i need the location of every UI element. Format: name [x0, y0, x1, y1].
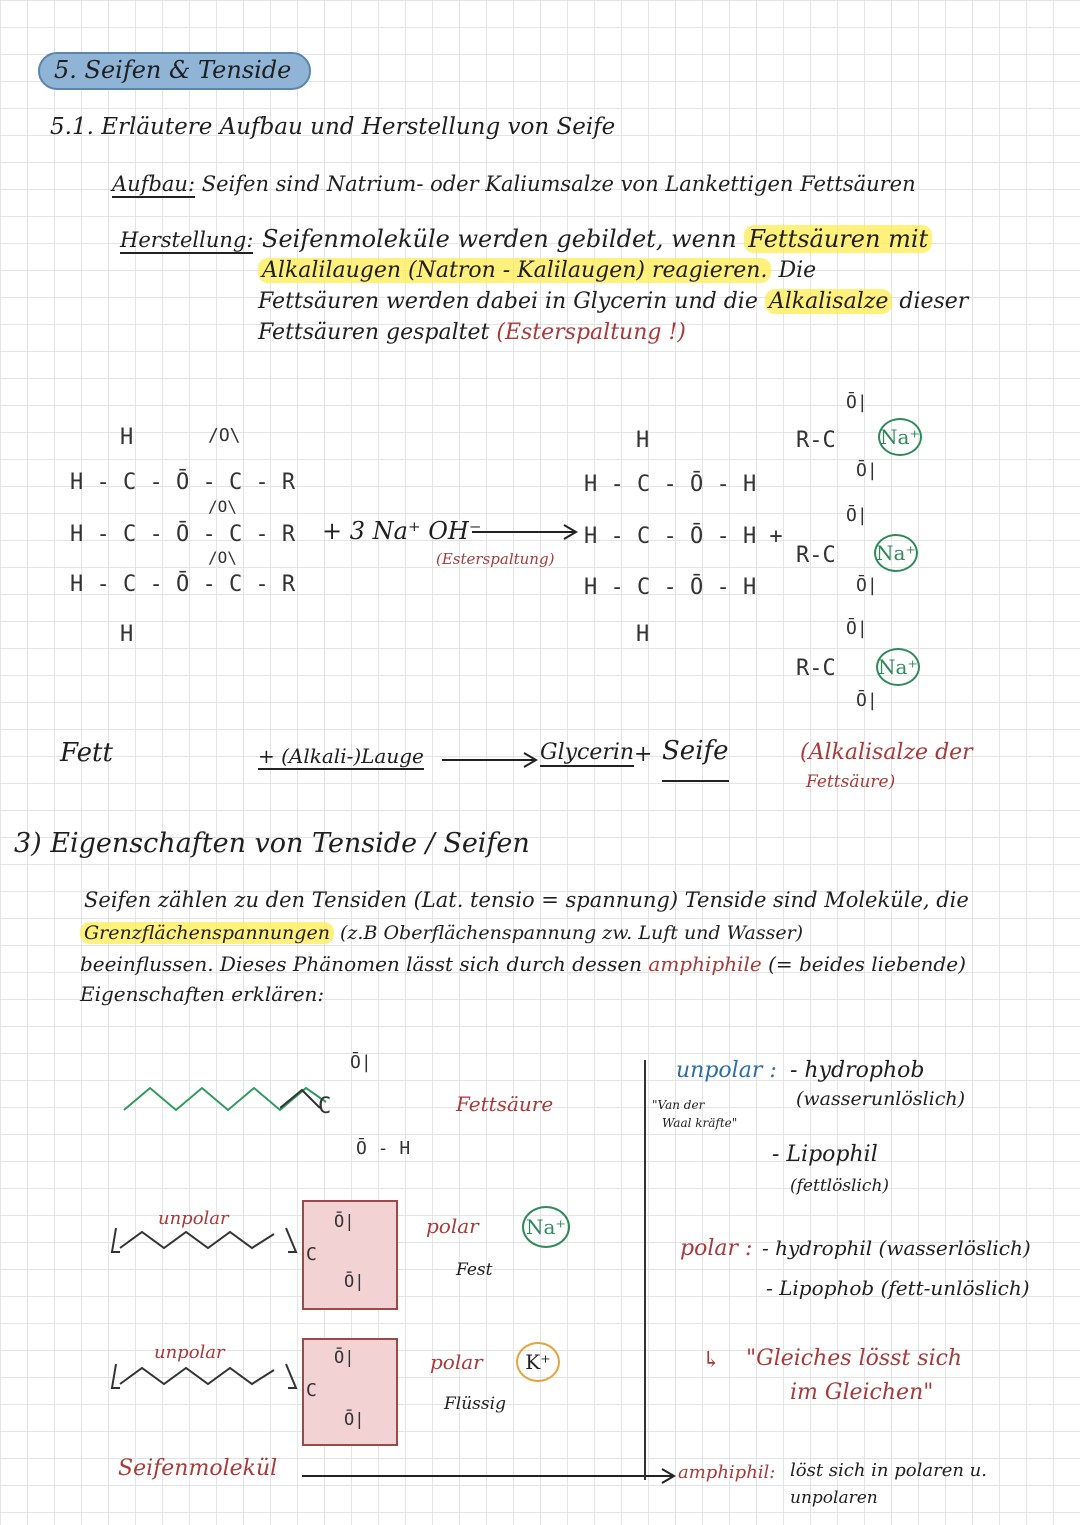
box-2-o-bottom: Ō|	[344, 1410, 365, 1430]
word-fat: Fett	[60, 738, 113, 768]
word-arrow	[440, 750, 540, 770]
sodium-ion-soap: Na⁺	[522, 1206, 570, 1248]
acid-oh: Ō - H	[356, 1138, 411, 1159]
acid-c: C	[318, 1094, 332, 1119]
fat-row-2: H - C - Ō - C - R	[70, 522, 296, 547]
lipophil: - Lipophil	[772, 1142, 878, 1167]
polar-label-1: polar	[426, 1214, 479, 1238]
properties-line-1: Seifen zählen zu den Tensiden (Lat. tensio = spannung) Tenside sind Moleküle, die	[84, 888, 969, 912]
word-note-2: Fettsäure)	[806, 772, 896, 792]
acid-o-top: Ō|	[350, 1052, 372, 1073]
glycerin-bottom-h: H	[636, 622, 650, 647]
carboxylate-3-o-bottom: Ō|	[856, 690, 878, 711]
vdw-line-1: "Van der	[652, 1098, 705, 1112]
fat-row-1: H - C - Ō - C - R	[70, 470, 296, 495]
notes-divider	[644, 1060, 646, 1480]
carboxylate-1: R-C	[796, 428, 836, 453]
glycerin-row-2: H - C - Ō - H +	[584, 524, 783, 549]
aufbau-line	[112, 172, 916, 196]
carboxylate-2-o-bottom: Ō|	[856, 575, 878, 596]
fat-bottom-h: H	[120, 622, 134, 647]
fettsaeure-label: Fettsäure	[456, 1092, 554, 1116]
sodium-ion-1: Na⁺	[878, 418, 922, 456]
sodium-ion-2: Na⁺	[874, 534, 918, 572]
aufbau-text: Seifen sind Natrium- oder Kaliumsalze von Lankettigen Fettsäuren	[201, 172, 916, 196]
carboxylate-1-o-top: Ō|	[846, 392, 868, 413]
fat-row-3: H - C - Ō - C - R	[70, 572, 296, 597]
properties-line-2: Grenzflächenspannungen (z.B Oberflächenspannung zw. Luft und Wasser)	[80, 922, 803, 944]
reagent: + 3 Na⁺ OH⁻	[322, 517, 482, 545]
polar-label-2: polar	[430, 1350, 483, 1374]
properties-line-4: Eigenschaften erklären:	[80, 982, 325, 1006]
herstellung-line-4: Fettsäuren gespaltet (Esterspaltung !)	[258, 320, 686, 345]
amphiphil-text: löst sich in polaren u.	[790, 1460, 987, 1481]
gleiches-line-1: "Gleiches lösst sich	[746, 1346, 963, 1371]
sodium-ion-3: Na⁺	[876, 648, 920, 686]
hydrophob: - hydrophob	[790, 1058, 925, 1083]
unpolar-label-1: unpolar	[158, 1208, 229, 1229]
seifenmolekuel-label: Seifenmolekül	[118, 1456, 278, 1481]
fat-carbonyl-o-3: /O\	[208, 548, 237, 567]
glycerin-row-1: H - C - Ō - H	[584, 472, 757, 497]
amphiphil-arrow	[300, 1466, 680, 1486]
fat-carbonyl-o-2: /O\	[208, 497, 237, 516]
carboxylate-2-o-top: Ō|	[846, 505, 868, 526]
unpolar-heading: unpolar :	[676, 1058, 777, 1083]
word-lauge: + (Alkali-)Lauge	[258, 744, 424, 768]
fettloeslich: (fettlöslich)	[790, 1176, 890, 1196]
state-label-1: Fest	[456, 1260, 493, 1280]
box-1-c: C	[306, 1244, 317, 1265]
vdw-line-2: Waal kräfte"	[662, 1116, 738, 1130]
herstellung-label: Herstellung:	[120, 228, 254, 252]
properties-line-3: beeinflussen. Dieses Phänomen lässt sich durch dessen amphiphile (= beides liebende)	[80, 952, 966, 976]
gleiches-line-2: im Gleichen"	[790, 1380, 934, 1405]
potassium-ion: K⁺	[516, 1342, 560, 1382]
herstellung-line-1: Seifenmoleküle werden gebildet, wenn Fettsäuren mit	[262, 225, 932, 253]
amphiphil-text-2: unpolaren	[790, 1488, 878, 1508]
section-subtitle: 5.1. Erläutere Aufbau und Herstellung von Seife	[50, 114, 616, 140]
aufbau-label: Aufbau:	[112, 172, 196, 196]
properties-heading: 3) Eigenschaften von Tenside / Seifen	[14, 828, 530, 859]
word-plus: +	[634, 742, 653, 767]
section-title: 5. Seifen & Tenside	[38, 52, 311, 90]
carboxylate-3-o-top: Ō|	[846, 618, 868, 639]
reaction-note: (Esterspaltung)	[436, 550, 555, 568]
box-2-o-top: Ō|	[334, 1348, 355, 1368]
box-1-o-bottom: Ō|	[344, 1272, 365, 1292]
soap-chain-1	[110, 1222, 310, 1262]
fat-top-h: H	[120, 425, 134, 450]
state-label-2: Flüssig	[444, 1394, 506, 1414]
glycerin-top-h: H	[636, 428, 650, 453]
box-1-o-top: Ō|	[334, 1212, 355, 1232]
wasserunloeslich: (wasserunlöslich)	[796, 1088, 966, 1110]
soap-chain-2	[110, 1358, 310, 1398]
box-2-c: C	[306, 1380, 317, 1401]
hydrophil: - hydrophil (wasserlöslich)	[762, 1236, 1031, 1260]
glycerin-row-3: H - C - Ō - H	[584, 575, 757, 600]
gleiches-arrow: ↳	[702, 1348, 721, 1373]
reaction-arrow	[470, 520, 580, 544]
word-seife: Seife	[662, 736, 729, 782]
amphiphil-label: amphiphil:	[678, 1462, 776, 1483]
fat-carbonyl-o-1: /O\	[208, 425, 241, 446]
word-glycerin: Glycerin	[540, 740, 635, 765]
carboxylate-2: R-C	[796, 543, 836, 568]
unpolar-label-2: unpolar	[154, 1342, 225, 1363]
herstellung-line-2: Alkalilaugen (Natron - Kalilaugen) reagieren. Die	[258, 258, 816, 283]
word-note-1: (Alkalisalze der	[800, 740, 973, 765]
lipophob: - Lipophob (fett-unlöslich)	[766, 1276, 1030, 1300]
carboxylate-3: R-C	[796, 656, 836, 681]
polar-heading: polar :	[680, 1236, 753, 1261]
herstellung-line-3: Fettsäuren werden dabei in Glycerin und die Alkalisalze dieser	[258, 289, 969, 314]
carboxylate-1-o-bottom: Ō|	[856, 460, 878, 481]
